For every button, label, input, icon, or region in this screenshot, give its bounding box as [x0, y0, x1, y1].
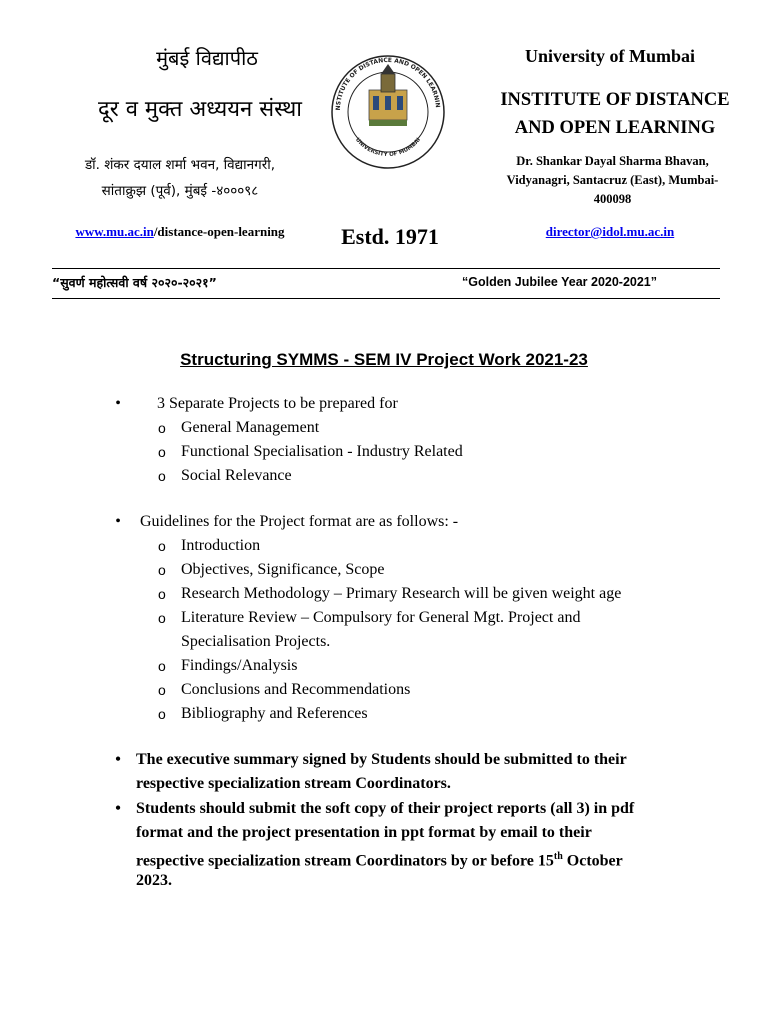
section2-heading: Guidelines for the Project format are as follows: - — [140, 513, 459, 530]
section1-heading: 3 Separate Projects to be prepared for — [157, 395, 398, 412]
note2-line2: format and the project presentation in ppt format by email to their — [136, 824, 592, 841]
list-item: Functional Specialisation - Industry Related — [181, 443, 463, 460]
hindi-address — [30, 152, 330, 204]
list-item: Introduction — [181, 537, 261, 554]
circle-bullet-icon: o — [158, 562, 166, 578]
bullet-icon: • — [115, 800, 121, 817]
circle-bullet-icon: o — [158, 586, 166, 602]
document-title-text: Structuring SYMMS - SEM IV Project Work 2021-23 — [180, 350, 588, 369]
seal-ring-text: NSTITUTE OF DISTANCE AND OPEN LEARNIN — [334, 56, 441, 111]
list-item: Bibliography and References — [181, 705, 368, 722]
note2-line3-pre: respective specialization stream Coordinators by or before 15 — [136, 852, 554, 870]
english-institute-line1: INSTITUTE OF DISTANCE — [500, 90, 730, 110]
divider-bottom — [52, 298, 720, 299]
note2-line4: 2023. — [136, 872, 172, 889]
svg-text:UNIVERSITY OF MUMBAI — [354, 137, 422, 158]
website-path: /distance-open-learning — [153, 224, 285, 239]
established-year: Estd. 1971 — [341, 224, 439, 249]
list-item: Research Methodology – Primary Research will be given weight age — [181, 585, 622, 602]
website-domain[interactable]: www.mu.ac.in — [75, 224, 154, 239]
bullet-icon: • — [115, 395, 121, 412]
english-institute-name — [475, 86, 755, 142]
hindi-address-line2: सांताक्रुझ (पूर्व), मुंबई -४०००९८ — [101, 183, 259, 199]
bullet-icon: • — [115, 513, 121, 530]
list-item: Literature Review – Compulsory for General Mgt. Project and — [181, 609, 581, 626]
university-seal-logo — [313, 40, 463, 180]
english-university-name: University of Mumbai — [525, 46, 695, 66]
english-address-line2: Vidyanagri, Santacruz (East), Mumbai- — [506, 173, 719, 187]
list-item: General Management — [181, 419, 320, 436]
circle-bullet-icon: o — [158, 538, 166, 554]
hindi-university-name: मुंबई विद्यापीठ — [156, 46, 258, 70]
note1-line2: respective specialization stream Coordinators. — [136, 775, 451, 792]
note2-line1: Students should submit the soft copy of their project reports (all 3) in pdf — [136, 800, 635, 817]
circle-bullet-icon: o — [158, 682, 166, 698]
english-address — [470, 152, 755, 209]
list-item-continuation: Specialisation Projects. — [181, 633, 331, 650]
circle-bullet-icon: o — [158, 444, 166, 460]
hindi-address-line1: डॉ. शंकर दयाल शर्मा भवन, विद्यानगरी, — [84, 157, 276, 173]
english-institute-line2: AND OPEN LEARNING — [514, 118, 716, 138]
jubilee-english: “Golden Jubilee Year 2020-2021” — [462, 275, 658, 289]
bullet-icon: • — [115, 751, 121, 768]
document-title — [50, 350, 718, 370]
circle-bullet-icon: o — [158, 468, 166, 484]
list-item: Social Relevance — [181, 467, 292, 484]
hindi-institute-name: दूर व मुक्त अध्ययन संस्था — [98, 97, 302, 122]
english-address-line3: 400098 — [593, 192, 632, 206]
list-item: Findings/Analysis — [181, 657, 298, 674]
circle-bullet-icon: o — [158, 420, 166, 436]
english-address-line1: Dr. Shankar Dayal Sharma Bhavan, — [516, 154, 709, 168]
note2-line3-post: October — [562, 852, 623, 870]
seal-bottom-text: UNIVERSITY OF MUMBAI — [353, 136, 423, 159]
email-link[interactable]: director@idol.mu.ac.in — [545, 224, 675, 239]
note1-line1: The executive summary signed by Students should be submitted to their — [136, 751, 627, 768]
circle-bullet-icon: o — [158, 658, 166, 674]
list-item: Objectives, Significance, Scope — [181, 561, 385, 578]
note2-line3-sup: th — [553, 851, 563, 862]
circle-bullet-icon: o — [158, 610, 166, 626]
website-link[interactable] — [50, 224, 310, 240]
note2-line3 — [136, 845, 623, 873]
jubilee-hindi: “सुवर्ण महोत्सवी वर्ष २०२०-२०२१” — [52, 275, 217, 290]
list-item: Conclusions and Recommendations — [181, 681, 411, 698]
circle-bullet-icon: o — [158, 706, 166, 722]
divider-top — [52, 268, 720, 269]
